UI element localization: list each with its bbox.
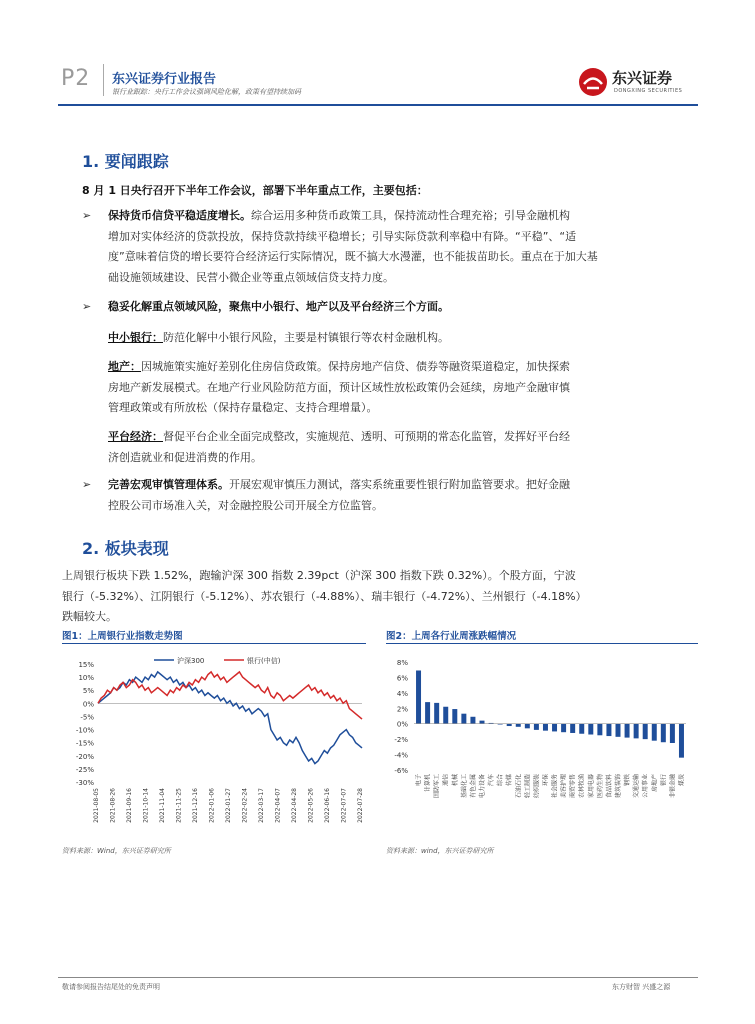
y-tick-label: 10% xyxy=(78,674,94,683)
x-tick-label: 2022-04-07 xyxy=(274,788,282,823)
x-tick-label: 纺织服装 xyxy=(533,774,541,799)
x-tick-label: 通信 xyxy=(442,774,450,787)
x-tick-label: 房地产 xyxy=(651,774,659,793)
y-tick-label: 5% xyxy=(82,687,94,696)
bar xyxy=(443,707,448,724)
x-tick-label: 医药生物 xyxy=(596,774,604,799)
bar xyxy=(652,724,657,741)
report-subtitle: 银行业跟踪：央行工作会议强调风险化解，政策有望持续加码 xyxy=(112,88,301,96)
footer-slogan: 东方财智 兴盛之源 xyxy=(612,983,671,991)
bar xyxy=(643,724,648,739)
platform-text: 济创造就业和促进消费的作用。 xyxy=(108,450,262,464)
x-tick-label: 2022-02-24 xyxy=(241,788,249,823)
bar xyxy=(461,714,466,724)
x-tick-label: 电子 xyxy=(415,774,423,787)
x-tick-label: 2022-07-28 xyxy=(357,788,364,823)
bar xyxy=(480,721,485,724)
figure-2-rule xyxy=(386,643,698,644)
bar xyxy=(434,703,439,724)
x-tick-label: 公用事业 xyxy=(642,774,650,799)
platform-text: 督促平台企业全面完成整改，实施规范、透明、可预期的常态化监管，发挥好平台经 xyxy=(163,430,570,443)
x-tick-label: 2022-06-16 xyxy=(324,788,331,823)
bar xyxy=(452,709,457,724)
bar xyxy=(570,724,575,733)
bar xyxy=(661,724,666,743)
section-2-text: 上周银行板块下跌 1.52%，跑输沪深 300 指数 2.39pct（沪深 300 指数下跌 0.32%）。个股方面，宁波 xyxy=(62,569,576,582)
sub-item-real-estate xyxy=(108,357,708,419)
x-tick-label: 钢铁 xyxy=(624,774,632,787)
y-tick-label: -4% xyxy=(394,751,408,760)
bar xyxy=(588,724,593,735)
x-tick-label: 美容护理 xyxy=(560,774,568,799)
platform-label: 平台经济： xyxy=(108,430,163,443)
x-tick-label: 煤炭 xyxy=(678,774,686,787)
bullet-arrow-icon: ➢ xyxy=(82,300,92,313)
bar xyxy=(552,724,557,732)
x-tick-label: 2021-11-04 xyxy=(159,788,166,823)
x-tick-label: 电力设备 xyxy=(479,774,486,799)
footer-rule xyxy=(58,977,698,978)
bullet-1-text: 度”意味着信贷的增长要符合经济运行实际情况，既不搞大水漫灌，也不能拔苗助长。重点在于加大基 xyxy=(108,250,598,263)
bar xyxy=(616,724,621,737)
section-2-text: 银行（-5.32%）、江阴银行（-5.12%）、苏农银行（-4.88%）、瑞丰银行（-4.72%）、兰州银行（-4.18%） xyxy=(62,589,587,603)
section-2-text: 跌幅较大。 xyxy=(62,610,117,623)
bar xyxy=(670,724,675,743)
line-chart xyxy=(62,650,367,835)
x-tick-label: 国防军工 xyxy=(433,774,441,799)
bullet-arrow-icon: ➢ xyxy=(82,478,92,491)
report-title: 东兴证券行业报告 xyxy=(112,72,217,87)
x-tick-label: 机械 xyxy=(451,774,459,787)
bar xyxy=(606,724,611,736)
figure-2-caption: 图2：上周各行业周涨跌幅情况 xyxy=(386,631,517,642)
small-banks-text: 防范化解中小银行风险，主要是村镇银行等农村金融机构。 xyxy=(163,331,449,344)
bullet-1-text: 础设施领域建设、民营小微企业等重点领域信贷支持力度。 xyxy=(108,270,394,284)
x-tick-label: 非银金融 xyxy=(669,774,677,799)
sub-item-small-banks xyxy=(108,328,708,349)
x-tick-label: 基础化工 xyxy=(460,774,468,799)
section-2-body xyxy=(62,566,702,628)
bar xyxy=(579,724,584,734)
real-estate-text: 房地产新发展模式。在地产行业风险防范方面，预计区域性放松政策仍会延续，房地产金融审慎 xyxy=(108,380,570,394)
y-tick-label: -25% xyxy=(75,765,94,774)
bullet-3 xyxy=(108,475,708,516)
x-tick-label: 2022-03-17 xyxy=(258,788,265,823)
legend-label: 银行(中信) xyxy=(247,657,281,665)
x-tick-label: 2022-01-27 xyxy=(225,788,232,823)
logo-text-cn: 东兴证券 xyxy=(612,69,673,87)
bullet-3-text: 开展宏观审慎压力测试，落实系统重要性银行附加监管要求。把好金融 xyxy=(229,478,570,491)
bullet-3-text: 控股公司市场准入关，对金融控股公司开展全方位监管。 xyxy=(108,498,383,512)
real-estate-label: 地产： xyxy=(108,360,141,373)
x-tick-label: 2021-08-26 xyxy=(109,788,117,823)
x-tick-label: 石油石化 xyxy=(515,774,523,799)
x-tick-label: 2022-05-26 xyxy=(307,788,315,823)
x-tick-label: 2022-07-07 xyxy=(340,788,348,823)
bar xyxy=(425,702,430,724)
x-tick-label: 计算机 xyxy=(424,774,432,793)
y-tick-label: -15% xyxy=(75,739,94,748)
bar xyxy=(507,724,512,726)
x-tick-label: 2021-09-16 xyxy=(126,788,133,823)
bullet-1 xyxy=(108,206,708,288)
bar xyxy=(634,724,639,739)
x-tick-label: 2021-11-25 xyxy=(175,788,183,823)
y-tick-label: 4% xyxy=(396,689,408,698)
x-tick-label: 2021-10-14 xyxy=(142,788,150,823)
bar xyxy=(597,724,602,736)
section-1-lead: 8 月 1 日央行召开下半年工作会议，部署下半年重点工作，主要包括： xyxy=(82,184,428,197)
y-tick-label: 15% xyxy=(78,661,94,669)
y-tick-label: -6% xyxy=(394,767,408,775)
header-rule xyxy=(58,104,698,106)
y-tick-label: -10% xyxy=(75,726,94,735)
bar xyxy=(561,724,566,732)
bar xyxy=(416,670,421,723)
figure-1-caption: 图1：上周银行业指数走势图 xyxy=(62,631,183,642)
bar xyxy=(470,717,475,724)
y-tick-label: 0% xyxy=(82,700,94,709)
y-tick-label: -2% xyxy=(394,736,408,745)
bar xyxy=(525,724,530,729)
x-tick-label: 建筑装饰 xyxy=(615,774,622,799)
small-banks-label: 中小银行： xyxy=(108,331,163,344)
y-tick-label: -30% xyxy=(75,779,94,787)
bar xyxy=(679,724,684,758)
x-tick-label: 家用电器 xyxy=(587,774,595,799)
x-tick-label: 2021-12-16 xyxy=(192,788,199,823)
sub-item-platform xyxy=(108,427,708,468)
x-tick-label: 社会服务 xyxy=(551,774,559,799)
x-tick-label: 传媒 xyxy=(506,774,514,787)
x-tick-label: 商贸零售 xyxy=(569,774,577,799)
figure-2-source: 资料来源：wind，东兴证券研究所 xyxy=(386,847,494,855)
legend-label: 沪深300 xyxy=(177,657,205,665)
footer-disclaimer: 敬请参阅报告结尾处的免责声明 xyxy=(62,983,160,991)
bar xyxy=(543,724,548,731)
x-tick-label: 轻工制造 xyxy=(524,774,532,799)
x-tick-label: 综合 xyxy=(497,774,505,787)
company-logo xyxy=(578,67,693,99)
bar-chart xyxy=(386,650,698,840)
bullet-1-text: 增加对实体经济的贷款投放，保持贷款持续平稳增长；引导实际贷款利率稳中有降。“平稳”、“适 xyxy=(108,229,577,243)
x-tick-label: 食品饮料 xyxy=(605,774,613,799)
y-tick-label: -20% xyxy=(75,752,94,761)
figure-1-source: 资料来源：Wind，东兴证券研究所 xyxy=(62,847,171,855)
bar xyxy=(625,724,630,738)
y-tick-label: -5% xyxy=(80,713,94,722)
header-divider xyxy=(103,64,104,96)
x-tick-label: 交通运输 xyxy=(633,774,641,799)
x-tick-label: 2022-01-06 xyxy=(208,788,216,823)
bullet-2-heading: 稳妥化解重点领域风险，聚焦中小银行、地产以及平台经济三个方面。 xyxy=(108,300,449,313)
logo-emblem-icon xyxy=(578,67,608,97)
section-2-title: 2. 板块表现 xyxy=(82,539,169,558)
y-tick-label: 8% xyxy=(396,659,408,667)
bar xyxy=(534,724,539,730)
x-tick-label: 环保 xyxy=(542,774,550,787)
x-tick-label: 2021-08-05 xyxy=(93,788,100,823)
y-tick-label: 0% xyxy=(396,720,408,729)
x-tick-label: 有色金属 xyxy=(469,774,477,799)
bar xyxy=(516,724,521,727)
section-1-title: 1. 要闻跟踪 xyxy=(82,152,169,171)
bullet-3-heading: 完善宏观审慎管理体系。 xyxy=(108,478,229,491)
bullet-arrow-icon: ➢ xyxy=(82,209,92,222)
real-estate-text: 管理政策或有所放松（保持存量稳定、支持合理增量）。 xyxy=(108,401,378,414)
x-tick-label: 农林牧渔 xyxy=(578,774,586,799)
bullet-1-heading: 保持货币信贷平稳适度增长。 xyxy=(108,209,251,222)
logo-text-en: DONGXING SECURITIES xyxy=(614,88,683,94)
y-tick-label: 6% xyxy=(396,674,408,683)
x-tick-label: 银行 xyxy=(660,774,668,787)
figure-1-rule xyxy=(62,643,366,644)
y-tick-label: 2% xyxy=(396,705,408,714)
real-estate-text: 因城施策实施好差别化住房信贷政策。保持房地产信贷、债券等融资渠道稳定，加快探索 xyxy=(141,360,570,373)
bullet-1-text: 综合运用多种货币政策工具，保持流动性合理充裕；引导金融机构 xyxy=(251,209,570,222)
x-tick-label: 2022-04-28 xyxy=(291,788,298,823)
x-tick-label: 汽车 xyxy=(488,774,496,787)
page-number: P2 xyxy=(61,66,91,91)
